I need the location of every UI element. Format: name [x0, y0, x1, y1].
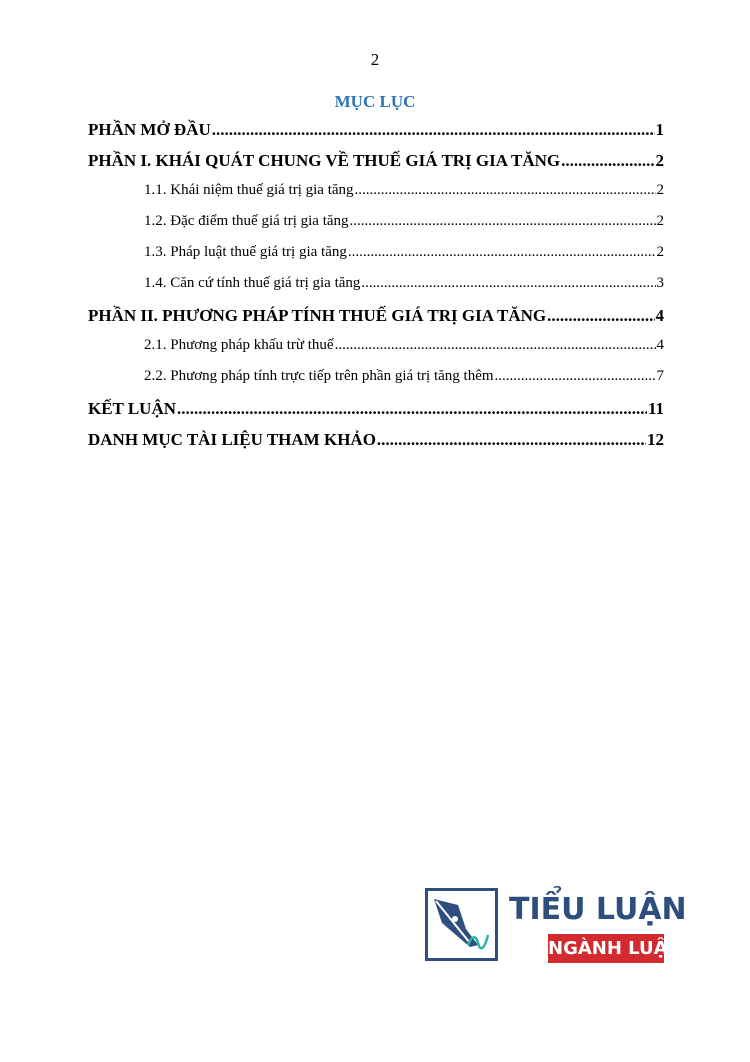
toc-leader-dots	[212, 120, 655, 140]
toc-entry[interactable]	[88, 275, 664, 306]
toc-entry-text: DANH MỤC TÀI LIỆU THAM KHẢO	[88, 430, 376, 449]
toc-entry-text: PHẦN I. KHÁI QUÁT CHUNG VỀ THUẾ GIÁ TRỊ GIA TĂNG	[88, 151, 561, 170]
toc-entry[interactable]	[88, 337, 664, 368]
toc-entry-text: 1.4. Căn cứ tính thuế giá trị gia tăng	[144, 275, 361, 291]
toc-entry-page: 2	[656, 182, 664, 198]
toc-entry[interactable]	[88, 244, 664, 275]
toc-entry-text: 1.2. Đặc điểm thuế giá trị gia tăng	[144, 213, 349, 229]
brand-logo	[425, 888, 687, 966]
toc-entry-text: PHẦN II. PHƯƠNG PHÁP TÍNH THUẾ GIÁ TRỊ GIA TĂNG	[88, 306, 547, 325]
toc-entry-text: 2.2. Phương pháp tính trực tiếp trên phần giá trị tăng thêm	[144, 368, 494, 384]
toc-entry-page: 2	[655, 151, 664, 170]
toc-entry[interactable]	[88, 151, 664, 182]
toc-entry-text: KẾT LUẬN	[88, 399, 177, 418]
toc-entry[interactable]	[88, 120, 664, 151]
toc-entry-page: 2	[656, 244, 664, 260]
toc-entry[interactable]	[88, 182, 664, 213]
toc-leader-dots	[350, 213, 656, 230]
toc-leader-dots	[561, 151, 654, 171]
logo-title: TIỂU LUẬN	[509, 892, 687, 927]
toc-entry-page: 1	[655, 120, 664, 139]
toc-leader-dots	[348, 244, 656, 261]
toc-entry-page: 4	[656, 337, 664, 353]
pen-nib-icon	[425, 888, 498, 961]
toc-entry[interactable]	[88, 399, 664, 430]
toc-entry-page: 2	[656, 213, 664, 229]
toc-entry-text: PHẦN MỞ ĐẦU	[88, 120, 211, 139]
toc-leader-dots	[547, 306, 654, 326]
toc-leader-dots	[335, 337, 656, 354]
toc-leader-dots	[495, 368, 656, 385]
table-of-contents	[88, 120, 664, 461]
toc-entry[interactable]	[88, 368, 664, 399]
logo-tag: NGÀNH LUẬT	[548, 934, 664, 963]
toc-entry[interactable]	[88, 306, 664, 337]
toc-entry-page: 3	[656, 275, 664, 291]
toc-entry-text: 1.3. Pháp luật thuế giá trị gia tăng	[144, 244, 347, 260]
toc-entry-text: 2.1. Phương pháp khấu trừ thuế	[144, 337, 334, 353]
toc-entry-text: 1.1. Khái niệm thuế giá trị gia tăng	[144, 182, 354, 198]
toc-entry-page: 12	[647, 430, 664, 449]
toc-entry-page: 7	[656, 368, 664, 384]
page-number: 2	[370, 50, 380, 69]
toc-leader-dots	[177, 399, 647, 419]
toc-entry-page: 11	[647, 399, 664, 418]
toc-leader-dots	[355, 182, 656, 199]
toc-entry[interactable]	[88, 213, 664, 244]
toc-title: MỤC LỤC	[334, 92, 416, 111]
toc-leader-dots	[361, 275, 655, 292]
toc-leader-dots	[377, 430, 646, 450]
toc-entry[interactable]	[88, 430, 664, 461]
toc-entry-page: 4	[655, 306, 664, 325]
